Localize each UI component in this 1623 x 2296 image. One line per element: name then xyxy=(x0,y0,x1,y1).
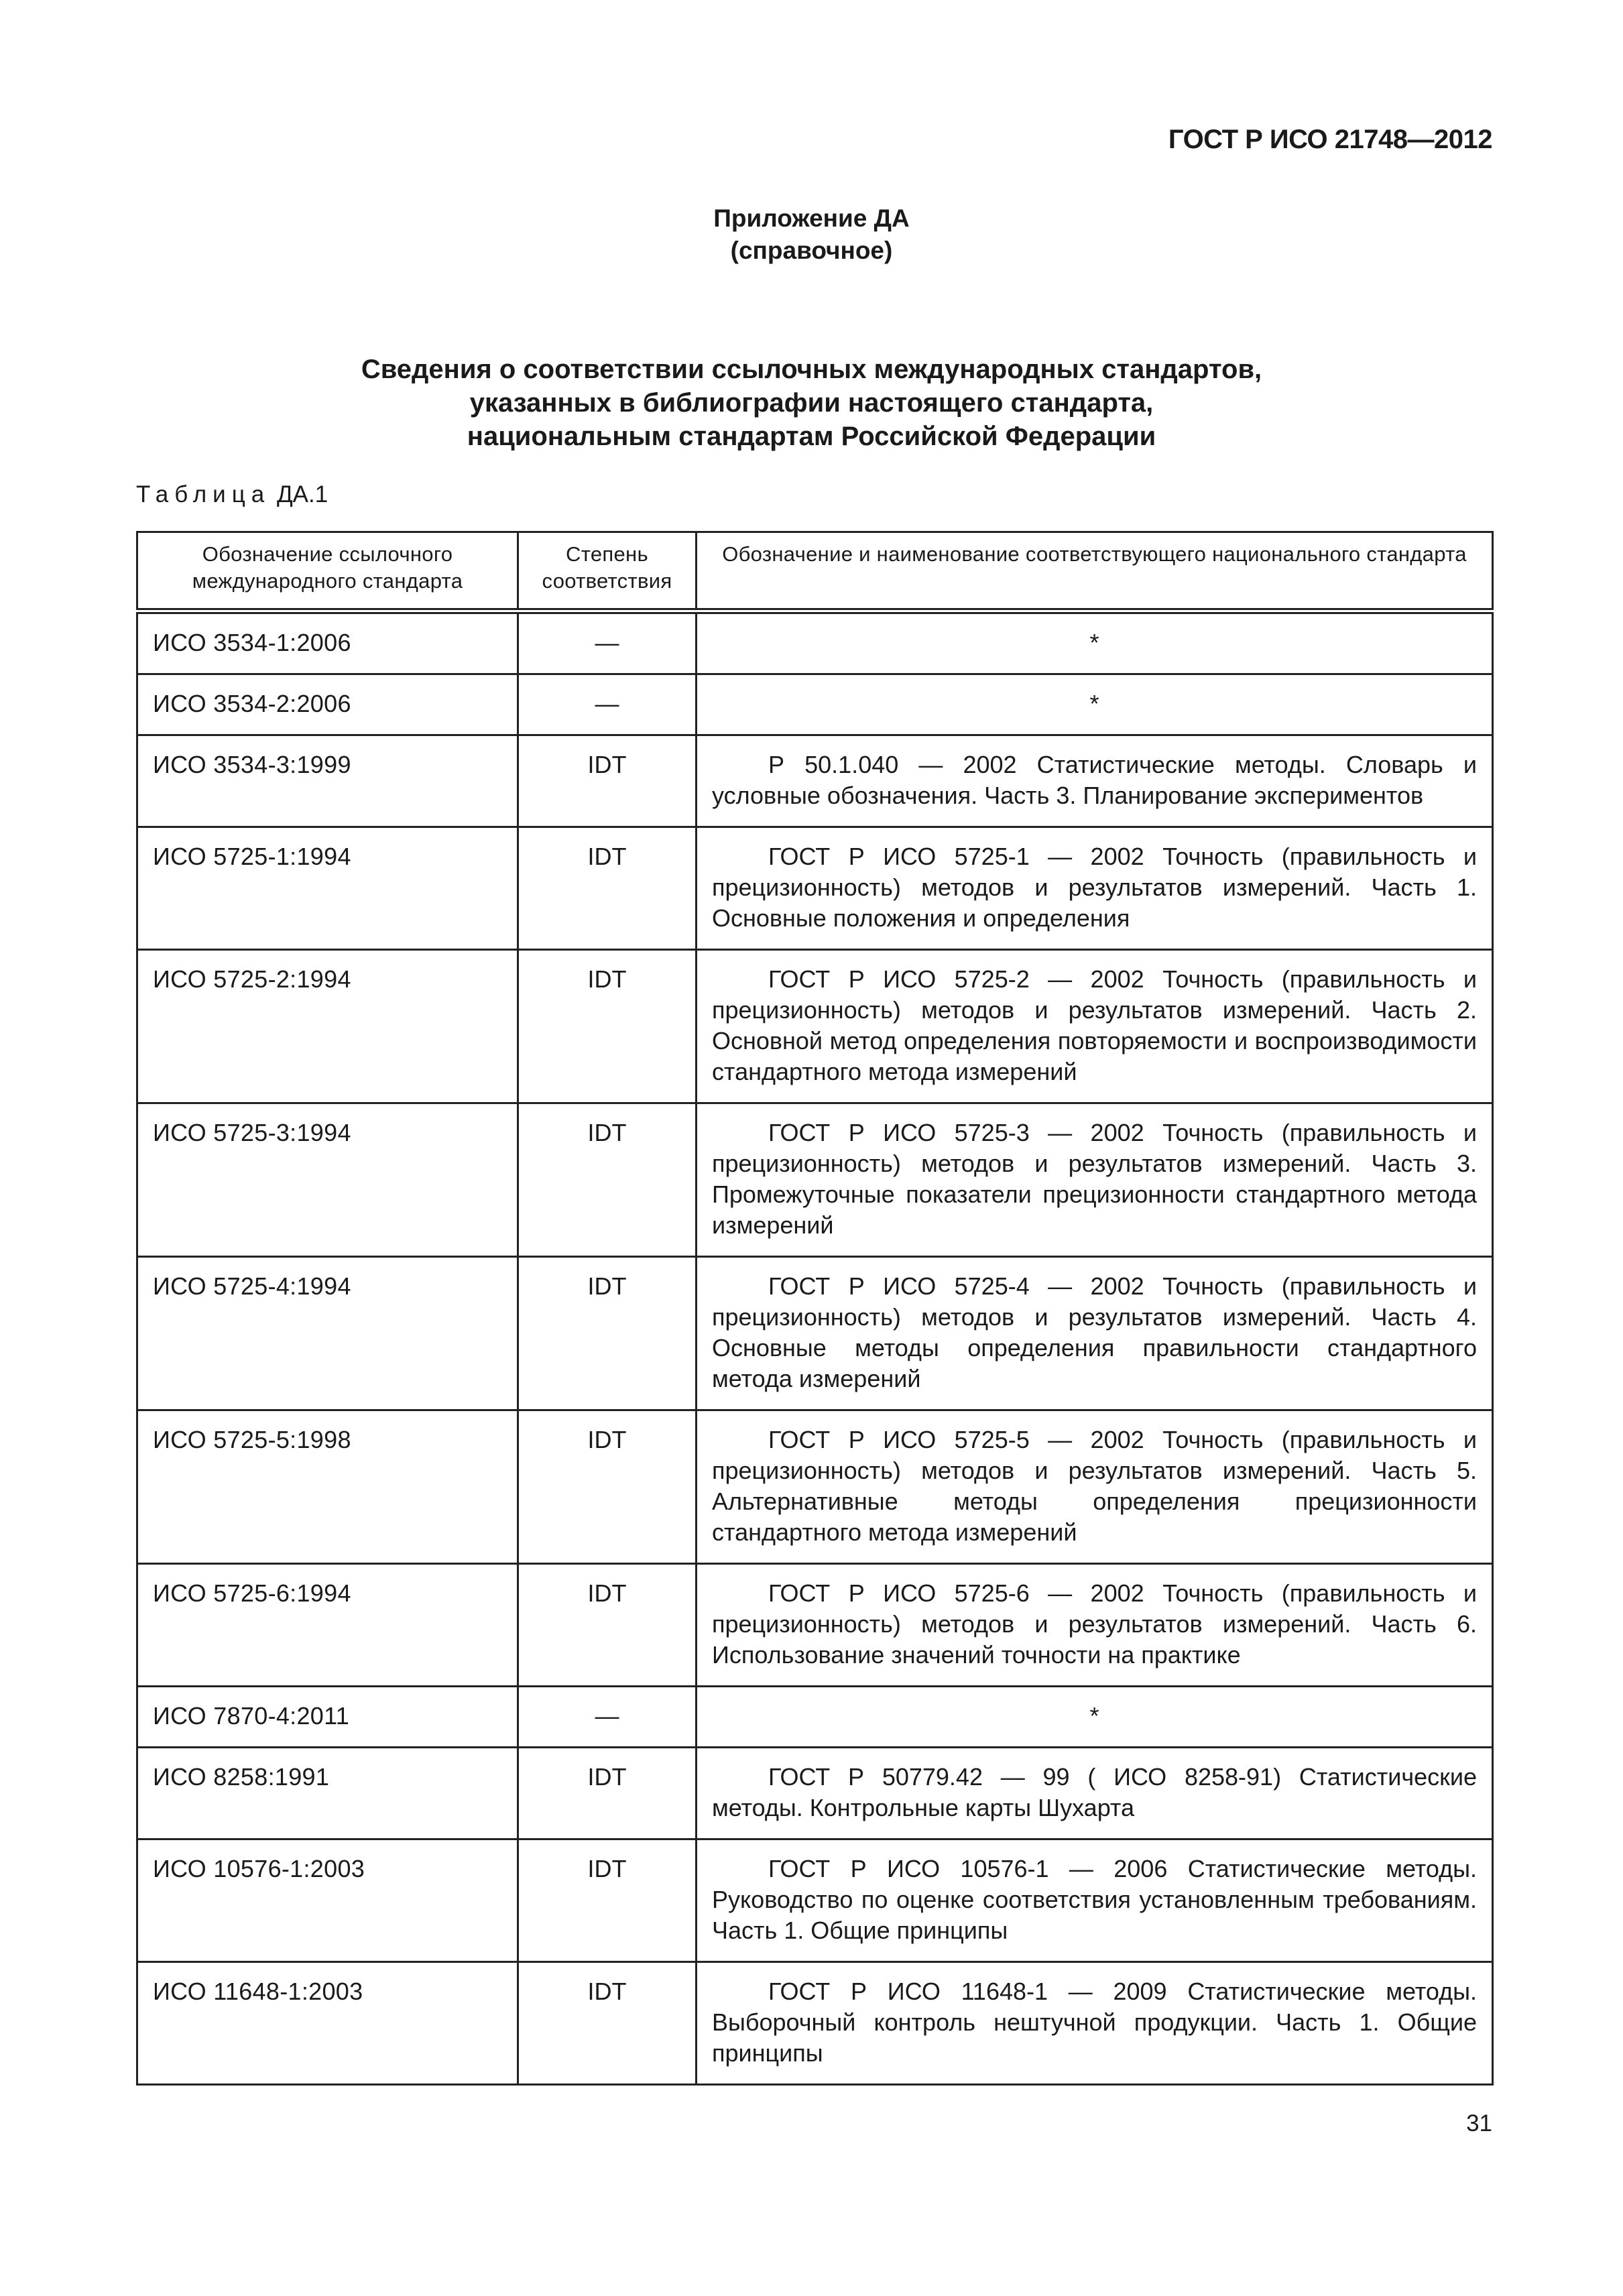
cell-iso-standard: ИСО 3534-1:2006 xyxy=(137,611,518,674)
cell-iso-standard: ИСО 8258:1991 xyxy=(137,1748,518,1839)
cell-degree: IDT xyxy=(518,1410,697,1564)
cell-iso-standard: ИСО 5725-1:1994 xyxy=(137,827,518,950)
cell-national-standard: ГОСТ Р ИСО 5725-4 — 2002 Точность (правильность и прецизионность) методов и результатов измерений. Часть 4. Основные методы определения правильности стандартного метода измерений xyxy=(697,1257,1493,1410)
cell-iso-standard: ИСО 5725-6:1994 xyxy=(137,1564,518,1687)
cell-national-standard: ГОСТ Р ИСО 5725-6 — 2002 Точность (правильность и прецизионность) методов и результатов измерений. Часть 6. Использование значений точности на практике xyxy=(697,1564,1493,1687)
cell-iso-standard: ИСО 5725-5:1998 xyxy=(137,1410,518,1564)
cell-national-standard: ГОСТ Р 50779.42 — 99 ( ИСО 8258-91) Статистические методы. Контрольные карты Шухарта xyxy=(697,1748,1493,1839)
cell-iso-standard: ИСО 10576-1:2003 xyxy=(137,1839,518,1962)
main-title-line-1: Сведения о соответствии ссылочных международных стандартов, xyxy=(361,355,1262,384)
table-row xyxy=(137,1564,1493,1687)
cell-degree: — xyxy=(518,674,697,735)
document-code: ГОСТ Р ИСО 21748—2012 xyxy=(1168,125,1492,154)
cell-iso-standard: ИСО 7870-4:2011 xyxy=(137,1687,518,1748)
appendix-subtitle: (справочное) xyxy=(730,237,893,264)
cell-degree: IDT xyxy=(518,1748,697,1839)
cell-iso-standard: ИСО 11648-1:2003 xyxy=(137,1962,518,2085)
cell-degree: — xyxy=(518,611,697,674)
table-row xyxy=(137,674,1493,735)
cell-degree: IDT xyxy=(518,1257,697,1410)
table-row xyxy=(137,1410,1493,1564)
cell-national-standard: ГОСТ Р ИСО 5725-1 — 2002 Точность (правильность и прецизионность) методов и результатов измерений. Часть 1. Основные положения и определения xyxy=(697,827,1493,950)
cell-degree: IDT xyxy=(518,1839,697,1962)
cell-degree: IDT xyxy=(518,1962,697,2085)
cell-iso-standard: ИСО 5725-2:1994 xyxy=(137,950,518,1103)
cell-national-standard: * xyxy=(697,611,1493,674)
cell-national-standard: Р 50.1.040 — 2002 Статистические методы. Словарь и условные обозначения. Часть 3. Планирование экспериментов xyxy=(697,735,1493,827)
table-row xyxy=(137,1687,1493,1748)
cell-national-standard: ГОСТ Р ИСО 5725-3 — 2002 Точность (правильность и прецизионность) методов и результатов измерений. Часть 3. Промежуточные показатели прецизионности стандартного метода измерений xyxy=(697,1103,1493,1257)
header-national-standard: Обозначение и наименование соответствующего национального стандарта xyxy=(697,532,1493,611)
table-label-word: Таблица xyxy=(136,481,271,507)
cell-degree: IDT xyxy=(518,1103,697,1257)
table-row xyxy=(137,1839,1493,1962)
table-row xyxy=(137,1962,1493,2085)
cell-national-standard: * xyxy=(697,1687,1493,1748)
cell-degree: IDT xyxy=(518,735,697,827)
cell-degree: IDT xyxy=(518,950,697,1103)
cell-degree: IDT xyxy=(518,827,697,950)
table-row xyxy=(137,1103,1493,1257)
table-label xyxy=(136,481,328,508)
cell-iso-standard: ИСО 5725-4:1994 xyxy=(137,1257,518,1410)
cell-degree: IDT xyxy=(518,1564,697,1687)
table-row xyxy=(137,1257,1493,1410)
cell-national-standard: * xyxy=(697,674,1493,735)
table-row xyxy=(137,1748,1493,1839)
main-title xyxy=(0,353,1623,453)
table-row xyxy=(137,950,1493,1103)
cell-national-standard: ГОСТ Р ИСО 11648-1 — 2009 Статистические методы. Выборочный контроль нештучной продукции. Часть 1. Общие принципы xyxy=(697,1962,1493,2085)
appendix-title: Приложение ДА xyxy=(713,204,910,232)
cell-degree: — xyxy=(518,1687,697,1748)
header-degree: Степень соответствия xyxy=(518,532,697,611)
correspondence-table xyxy=(136,531,1494,2086)
cell-iso-standard: ИСО 3534-2:2006 xyxy=(137,674,518,735)
cell-national-standard: ГОСТ Р ИСО 5725-5 — 2002 Точность (правильность и прецизионность) методов и результатов измерений. Часть 5. Альтернативные методы определения прецизионности стандартного метода измерений xyxy=(697,1410,1493,1564)
table-row xyxy=(137,735,1493,827)
table-row xyxy=(137,611,1493,674)
cell-national-standard: ГОСТ Р ИСО 5725-2 — 2002 Точность (правильность и прецизионность) методов и результатов измерений. Часть 2. Основной метод определения повторяемости и воспроизводимости стандартного метода измерений xyxy=(697,950,1493,1103)
header-iso-standard: Обозначение ссылочного международного стандарта xyxy=(137,532,518,611)
table-body xyxy=(137,611,1493,2085)
main-title-line-3: национальным стандартам Российской Федерации xyxy=(467,422,1156,451)
main-title-line-2: указанных в библиографии настоящего стандарта, xyxy=(469,388,1154,418)
cell-iso-standard: ИСО 5725-3:1994 xyxy=(137,1103,518,1257)
table-row xyxy=(137,827,1493,950)
cell-iso-standard: ИСО 3534-3:1999 xyxy=(137,735,518,827)
page-number: 31 xyxy=(1466,2110,1492,2136)
cell-national-standard: ГОСТ Р ИСО 10576-1 — 2006 Статистические методы. Руководство по оценке соответствия установленным требованиям. Часть 1. Общие принципы xyxy=(697,1839,1493,1962)
table-label-number: ДА.1 xyxy=(276,481,328,507)
table-header-row xyxy=(137,532,1493,611)
